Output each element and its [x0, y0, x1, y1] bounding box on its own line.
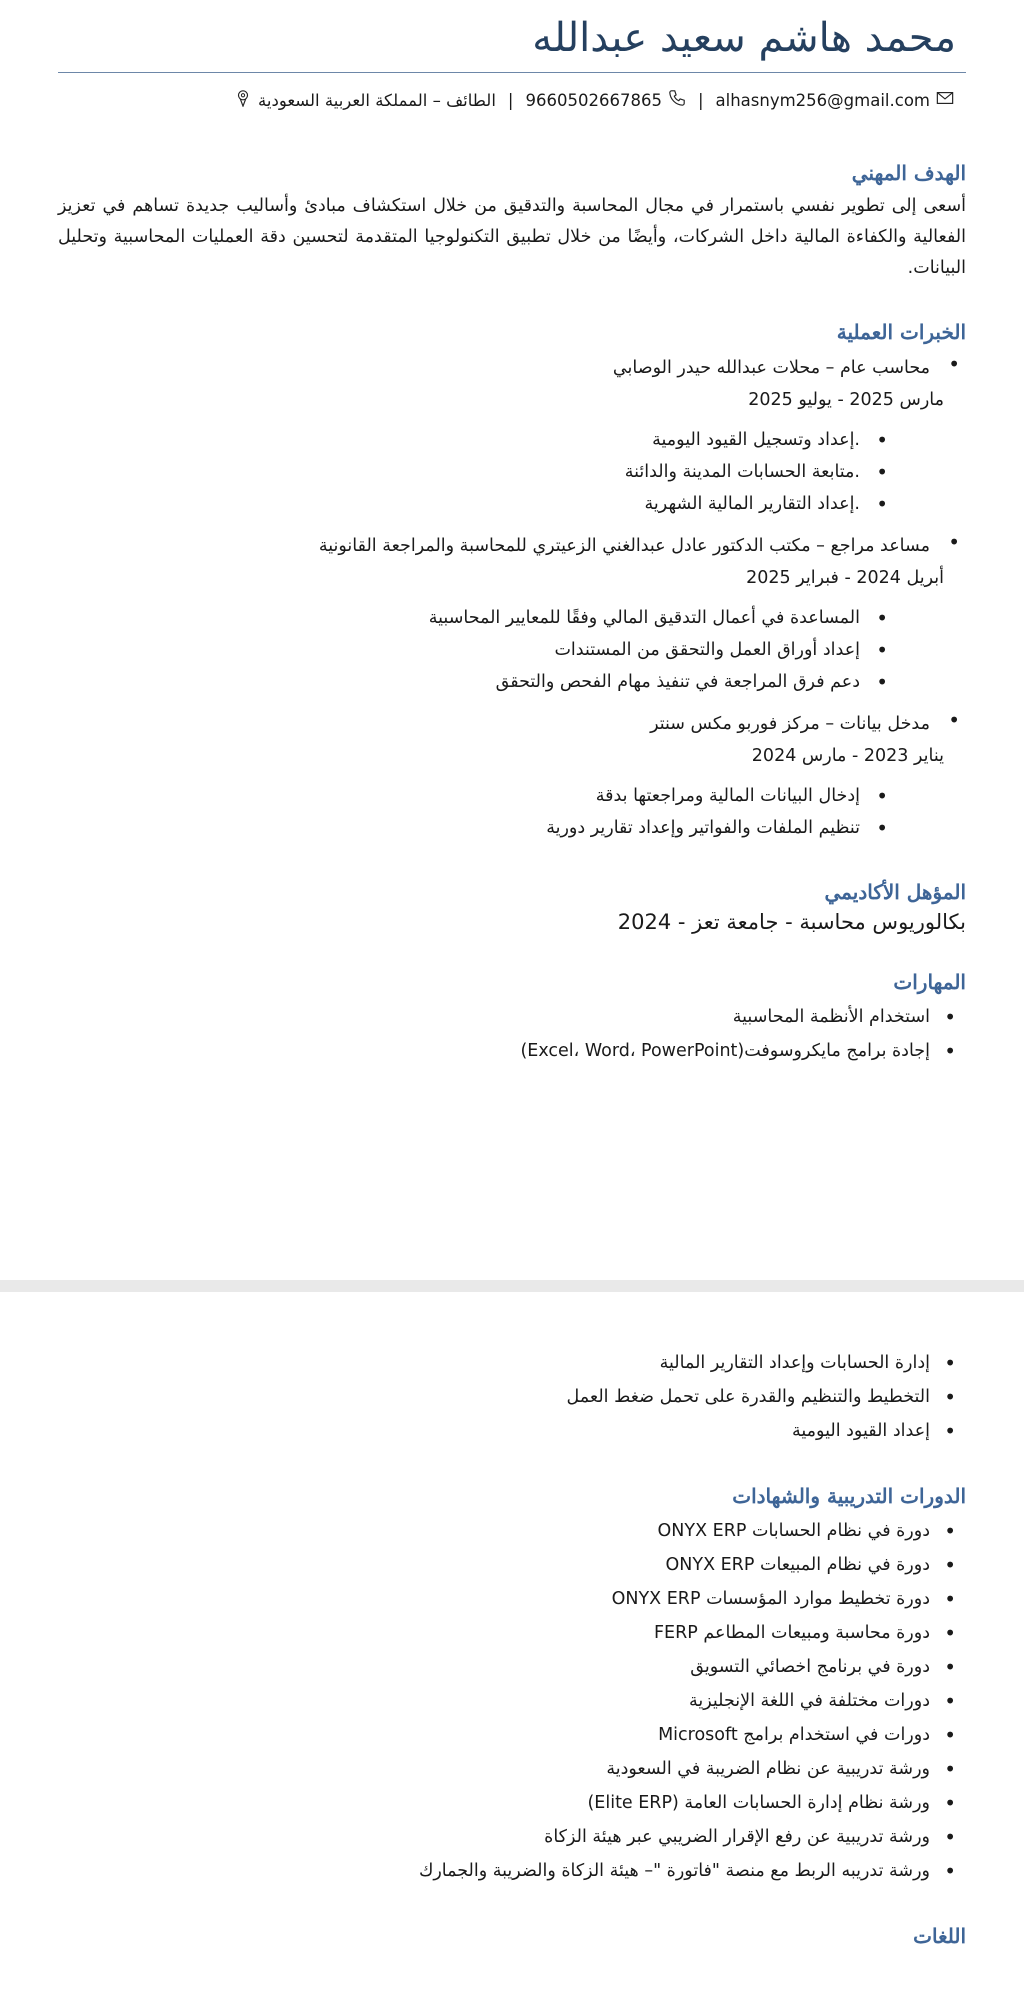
- candidate-name: محمد هاشم سعيد عبدالله: [58, 14, 966, 73]
- course-item: • دورة في برنامج اخصائي التسويق: [58, 1650, 966, 1684]
- objective-text: أسعى إلى تطوير نفسي باستمرار في مجال المحاسبة والتدقيق من خلال استكشاف مبادئ وأساليب جديدة تساهم في تعزيز الفعالية والكفاءة المالية داخل الشركات، وأيضًا من خلال تطبيق التكنولوجيا المتقدمة لتحسين دقة العمليات المحاسبية وتحليل البيانات.: [58, 196, 966, 278]
- job-item: [58, 708, 966, 844]
- phone-icon: [668, 89, 686, 111]
- email-icon: [936, 89, 954, 111]
- task-item: • المساعدة في أعمال التدقيق المالي وفقًا للمعايير المحاسبية: [58, 602, 896, 634]
- task-item: • تنظيم الملفات والفواتير وإعداد تقارير دورية: [58, 812, 896, 844]
- email-text[interactable]: alhasnym256@gmail.com: [715, 90, 930, 110]
- course-item: • ورشة تدريبية عن نظام الضريبة في السعودية: [58, 1752, 966, 1786]
- task-item: • دعم فرق المراجعة في تنفيذ مهام الفحص والتحقق: [58, 666, 896, 698]
- course-item: • دورات في استخدام برامج Microsoft: [58, 1718, 966, 1752]
- job-title: • مدخل بيانات – مركز فوربو مكس سنتر: [650, 714, 930, 734]
- job-item: [58, 352, 966, 520]
- education-heading: المؤهل الأكاديمي: [824, 880, 966, 904]
- job-title: • محاسب عام – محلات عبدالله حيدر الوصابي: [612, 358, 930, 378]
- job-tasks: [58, 602, 930, 698]
- skill-item: • إجادة برامج مايكروسوفت(Excel، Word، PowerPoint): [58, 1034, 966, 1068]
- languages-heading: اللغات: [913, 1924, 966, 1948]
- job-tasks: [58, 424, 930, 520]
- skills-list-continued: [58, 1346, 966, 1448]
- task-item: • .إعداد التقارير المالية الشهرية: [58, 488, 896, 520]
- location-item: [234, 89, 496, 111]
- objective-heading: الهدف المهني: [851, 161, 966, 185]
- courses-heading: الدورات التدريبية والشهادات: [732, 1484, 966, 1508]
- contact-separator: |: [697, 90, 704, 110]
- job-item: [58, 530, 966, 698]
- experience-list: [58, 352, 966, 844]
- page-2-content: [58, 1346, 966, 1948]
- email-item: [716, 89, 954, 111]
- courses-list: [58, 1514, 966, 1888]
- skills-heading: المهارات: [893, 970, 966, 994]
- course-item: • دورة تخطيط موارد المؤسسات ONYX ERP: [58, 1582, 966, 1616]
- location-pin-icon: [234, 89, 252, 111]
- task-item: • إدخال البيانات المالية ومراجعتها بدقة: [58, 780, 896, 812]
- experience-heading: الخبرات العملية: [836, 320, 966, 344]
- phone-item: [525, 89, 685, 111]
- job-period: أبريل 2024 - فبراير 2025: [746, 568, 944, 588]
- phone-text[interactable]: 9660502667865: [525, 90, 662, 110]
- course-item: • دورة في نظام المبيعات ONYX ERP: [58, 1548, 966, 1582]
- skill-item: • التخطيط والتنظيم والقدرة على تحمل ضغط العمل: [58, 1380, 966, 1414]
- task-item: • .متابعة الحسابات المدينة والدائنة: [58, 456, 896, 488]
- course-item: • ورشة تدريبية عن رفع الإقرار الضريبي عبر هيئة الزكاة: [58, 1820, 966, 1854]
- task-item: • .إعداد وتسجيل القيود اليومية: [58, 424, 896, 456]
- job-period: مارس 2025 - يوليو 2025: [748, 390, 944, 410]
- course-item: • دورة محاسبة ومبيعات المطاعم FERP: [58, 1616, 966, 1650]
- contact-separator: |: [507, 90, 514, 110]
- contact-line: [58, 89, 966, 111]
- job-tasks: [58, 780, 930, 844]
- skill-item: • إدارة الحسابات وإعداد التقارير المالية: [58, 1346, 966, 1380]
- job-title: • مساعد مراجع – مكتب الدكتور عادل عبدالغني الزعيتري للمحاسبة والمراجعة القانونية: [318, 536, 930, 556]
- job-period: يناير 2023 - مارس 2024: [751, 746, 944, 766]
- course-item: • دورات مختلفة في اللغة الإنجليزية: [58, 1684, 966, 1718]
- resume-page-2: [0, 1292, 1024, 1994]
- skill-item: • استخدام الأنظمة المحاسبية: [58, 1000, 966, 1034]
- location-text: الطائف – المملكة العربية السعودية: [258, 90, 496, 110]
- page-1-content: [58, 14, 966, 1068]
- course-item: • ورشة تدريبه الربط مع منصة "فاتورة "– هيئة الزكاة والضريبة والجمارك: [58, 1854, 966, 1888]
- course-item: • دورة في نظام الحسابات ONYX ERP: [58, 1514, 966, 1548]
- course-item: • ورشة نظام إدارة الحسابات العامة (Elite ERP): [58, 1786, 966, 1820]
- skills-list: [58, 1000, 966, 1068]
- task-item: • إعداد أوراق العمل والتحقق من المستندات: [58, 634, 896, 666]
- skill-item: • إعداد القيود اليومية: [58, 1414, 966, 1448]
- degree-text: بكالوريوس محاسبة - جامعة تعز - 2024: [617, 910, 966, 934]
